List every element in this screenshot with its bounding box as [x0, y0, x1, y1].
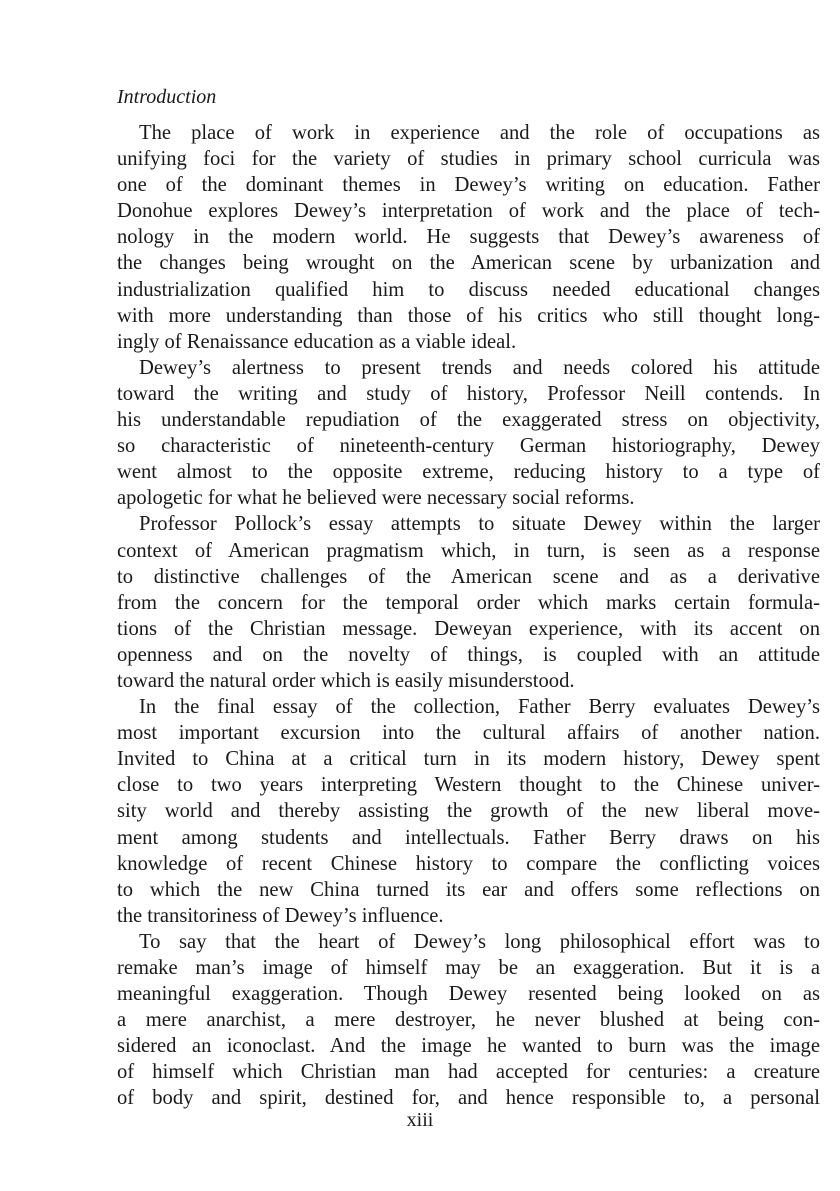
text-line: a mere anarchist, a mere destroyer, he never blushed at being con-: [117, 1009, 820, 1032]
text-line: to distinctive challenges of the American scene and as a derivative: [117, 565, 820, 588]
page-body: [117, 84, 820, 1112]
text-line: from the concern for the temporal order which marks certain formula-: [117, 591, 820, 614]
text-line: toward the natural order which is easily misunderstood.: [117, 669, 575, 692]
text-line: to which the new China turned its ear and offers some reflections on: [117, 878, 820, 901]
text-line: The place of work in experience and the role of occupations as: [139, 122, 820, 144]
text-line: openness and on the novelty of things, is coupled with an attitude: [117, 643, 820, 666]
paragraph: [117, 511, 820, 694]
text-line: with more understanding than those of his critics who still thought long-: [117, 304, 820, 327]
text-line: meaningful exaggeration. Though Dewey resented being looked on as: [117, 983, 820, 1006]
paragraph: [117, 929, 820, 1112]
text-line: of himself which Christian man had accepted for centuries: a creature: [117, 1061, 820, 1084]
text-line: knowledge of recent Chinese history to compare the conflicting voices: [117, 852, 820, 875]
text-line: went almost to the opposite extreme, reducing history to a type of: [117, 461, 820, 484]
text-line: context of American pragmatism which, in turn, is seen as a response: [117, 539, 820, 562]
text-line: industrialization qualified him to discuss needed educational changes: [117, 278, 820, 301]
text-line: the transitoriness of Dewey’s influence.: [117, 904, 444, 927]
text-line: ingly of Renaissance education as a viable ideal.: [117, 330, 517, 353]
paragraph: [117, 355, 820, 512]
text-line: close to two years interpreting Western thought to the Chinese univer-: [117, 774, 820, 797]
text-line: Donohue explores Dewey’s interpretation of work and the place of tech-: [117, 200, 820, 223]
text-line: In the final essay of the collection, Father Berry evaluates Dewey’s: [139, 696, 820, 719]
text-line: Invited to China at a critical turn in its modern history, Dewey spent: [117, 748, 820, 771]
text-line: his understandable repudiation of the exaggerated stress on objectivity,: [117, 409, 820, 432]
paragraph: [117, 694, 820, 929]
body-text: [117, 120, 820, 1112]
text-line: most important excursion into the cultural affairs of another nation.: [117, 722, 820, 745]
text-line: Professor Pollock’s essay attempts to situate Dewey within the larger: [139, 513, 820, 536]
text-line: toward the writing and study of history, Professor Neill contends. In: [117, 382, 820, 405]
text-line: of body and spirit, destined for, and hence responsible to, a personal: [117, 1087, 820, 1110]
page-number: xiii: [406, 1109, 434, 1131]
text-line: unifying foci for the variety of studies in primary school curricula was: [117, 148, 820, 171]
text-line: sity world and thereby assisting the growth of the new liberal move-: [117, 800, 820, 823]
text-line: one of the dominant themes in Dewey’s writing on education. Father: [117, 174, 820, 197]
paragraph: [117, 120, 820, 355]
text-line: sidered an iconoclast. And the image he wanted to burn was the image: [117, 1035, 820, 1058]
text-line: the changes being wrought on the American scene by urbanization and: [117, 252, 820, 275]
running-header: Introduction: [117, 86, 217, 108]
text-line: so characteristic of nineteenth-century German historiography, Dewey: [117, 435, 820, 458]
text-line: apologetic for what he believed were necessary social reforms.: [117, 487, 635, 510]
text-line: nology in the modern world. He suggests that Dewey’s awareness of: [117, 226, 820, 249]
text-line: tions of the Christian message. Deweyan experience, with its accent on: [117, 617, 820, 640]
text-line: ment among students and intellectuals. Father Berry draws on his: [117, 826, 820, 849]
text-line: To say that the heart of Dewey’s long philosophical effort was to: [139, 930, 820, 953]
text-line: remake man’s image of himself may be an exaggeration. But it is a: [117, 957, 820, 979]
text-line: Dewey’s alertness to present trends and needs colored his attitude: [139, 356, 820, 379]
